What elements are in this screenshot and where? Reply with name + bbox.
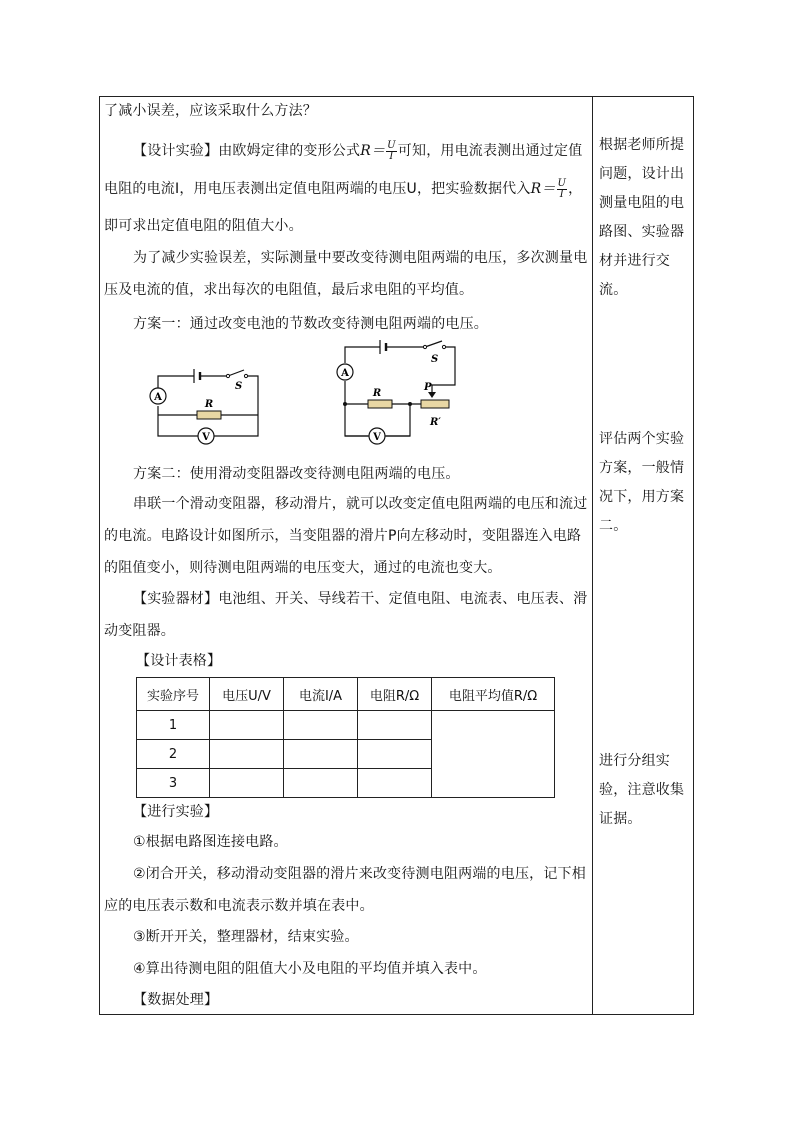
- side-note-1-line: 问题，设计出: [599, 166, 685, 182]
- plan-2: 方案二：使用滑动变阻器改变待测电阻两端的电压。: [133, 466, 460, 482]
- formula-r-2: R＝: [530, 181, 556, 197]
- row-index: 1: [137, 711, 210, 740]
- circuit-diagram-plan-2: [330, 332, 465, 447]
- plan-2-desc-2: 的电流。电路设计如图所示，当变阻器的滑片P向左移动时，变阻器连入电路: [104, 528, 582, 544]
- equipment-line-2: 动变阻器。: [104, 623, 175, 639]
- table-cell: [358, 711, 432, 740]
- side-note-2-line: 评估两个实验: [599, 431, 685, 447]
- intro-line: 了减小误差，应该采取什么方法？: [104, 103, 317, 119]
- fraction-numerator: U: [387, 139, 396, 151]
- switch-label-1: S: [235, 381, 243, 392]
- plan-1: 方案一：通过改变电池的节数改变待测电阻两端的电压。: [133, 316, 488, 332]
- table-cell: [210, 769, 284, 798]
- step-2b: 应的电压表示数和电流表示数并填在表中。: [104, 898, 374, 914]
- design-text-b: 可知，用电流表测出通过定值: [397, 143, 583, 159]
- voltmeter-label-2: V: [373, 432, 381, 443]
- plan-2-desc-1: 串联一个滑动变阻器，移动滑片，就可以改变定值电阻两端的电压和流过: [133, 496, 588, 512]
- ammeter-label-1: A: [154, 392, 162, 403]
- side-note-1-line: 流。: [599, 282, 628, 298]
- table-cell: [210, 711, 284, 740]
- column-divider: [592, 96, 593, 1015]
- table-row: [137, 711, 555, 740]
- table-cell: [284, 711, 358, 740]
- table-header: 实验序号: [137, 678, 210, 711]
- design-text-a: 由欧姆定律的变形公式: [218, 143, 361, 159]
- design-experiment-line-2: [104, 174, 582, 205]
- slider-label: P: [424, 382, 432, 393]
- step-1: ①根据电路图连接电路。: [133, 834, 288, 850]
- table-header: 电压U/V: [210, 678, 284, 711]
- step-3: ③断开开关，整理器材，结束实验。: [133, 929, 359, 945]
- reduce-error-line-2: 压及电流的值，求出每次的电阻值，最后求电阻的平均值。: [104, 282, 474, 298]
- side-note-3-line: 进行分组实: [599, 753, 670, 769]
- equipment-line-1: 【实验器材】电池组、开关、导线若干、定值电阻、电流表、电压表、滑: [133, 591, 588, 607]
- side-note-1-line: 路图、实验器: [599, 224, 685, 240]
- side-note-2-line: 二。: [599, 518, 628, 534]
- side-note-1-line: 根据老师所提: [599, 137, 685, 153]
- design-line-2-text: 电阻的电流I，用电压表测出定值电阻两端的电压U，把实验数据代入: [104, 181, 531, 197]
- circuit-diagram-plan-1: [140, 360, 270, 450]
- step-2a: ②闭合开关，移动滑动变阻器的滑片来改变待测电阻两端的电压，记下相: [133, 866, 586, 882]
- table-cell: [284, 769, 358, 798]
- table-cell: [358, 740, 432, 769]
- ohm-fraction-2: [557, 179, 568, 200]
- fraction-2-numerator: U: [557, 177, 567, 189]
- table-header: 电阻R/Ω: [358, 678, 432, 711]
- ammeter-label-2: A: [341, 368, 349, 379]
- side-note-2-line: 方案，一般情: [599, 460, 685, 476]
- side-note-3-line: 证据。: [599, 811, 642, 827]
- data-processing-label: 【数据处理】: [133, 992, 219, 1008]
- voltmeter-label-1: V: [202, 432, 210, 443]
- step-4: ④算出待测电阻的阻值大小及电阻的平均值并填入表中。: [133, 961, 487, 977]
- fraction-denominator: I: [389, 150, 394, 162]
- design-comma: ，: [568, 181, 583, 197]
- side-note-2-line: 况下，用方案: [599, 489, 685, 505]
- data-table: [136, 677, 555, 798]
- conduct-label: 【进行实验】: [133, 804, 219, 820]
- switch-label-2: S: [431, 354, 439, 365]
- plan-2-desc-3: 的阻值变小，则待测电阻两端的电压变大，通过的电流也变大。: [104, 560, 502, 576]
- design-table-label: 【设计表格】: [136, 653, 222, 669]
- table-cell: [358, 769, 432, 798]
- side-note-1-line: 材并进行交: [599, 253, 670, 269]
- side-note-3-line: 验，注意收集: [599, 782, 685, 798]
- resistor-label-2: R: [372, 388, 382, 399]
- table-header: 电流I/A: [284, 678, 358, 711]
- ohm-fraction: [386, 141, 397, 162]
- formula-r: R＝: [360, 143, 386, 159]
- side-note-1-line: 测量电阻的电: [599, 195, 685, 211]
- rheostat-label: R′: [430, 417, 441, 428]
- design-experiment-label: 【设计实验】: [133, 143, 219, 159]
- table-cell: [210, 740, 284, 769]
- average-cell: [432, 711, 555, 798]
- resistor-label-1: R: [204, 399, 214, 410]
- reduce-error-line-1: 为了减少实验误差，实际测量中要改变待测电阻两端的电压，多次测量电: [133, 250, 588, 266]
- design-experiment-line-1: [133, 136, 582, 167]
- fraction-2-denominator: I: [559, 188, 564, 200]
- row-index: 3: [137, 769, 210, 798]
- table-header-row: [137, 678, 555, 711]
- table-cell: [284, 740, 358, 769]
- design-experiment-line-3: 即可求出定值电阻的阻值大小。: [104, 218, 303, 234]
- row-index: 2: [137, 740, 210, 769]
- table-header: 电阻平均值R/Ω: [432, 678, 555, 711]
